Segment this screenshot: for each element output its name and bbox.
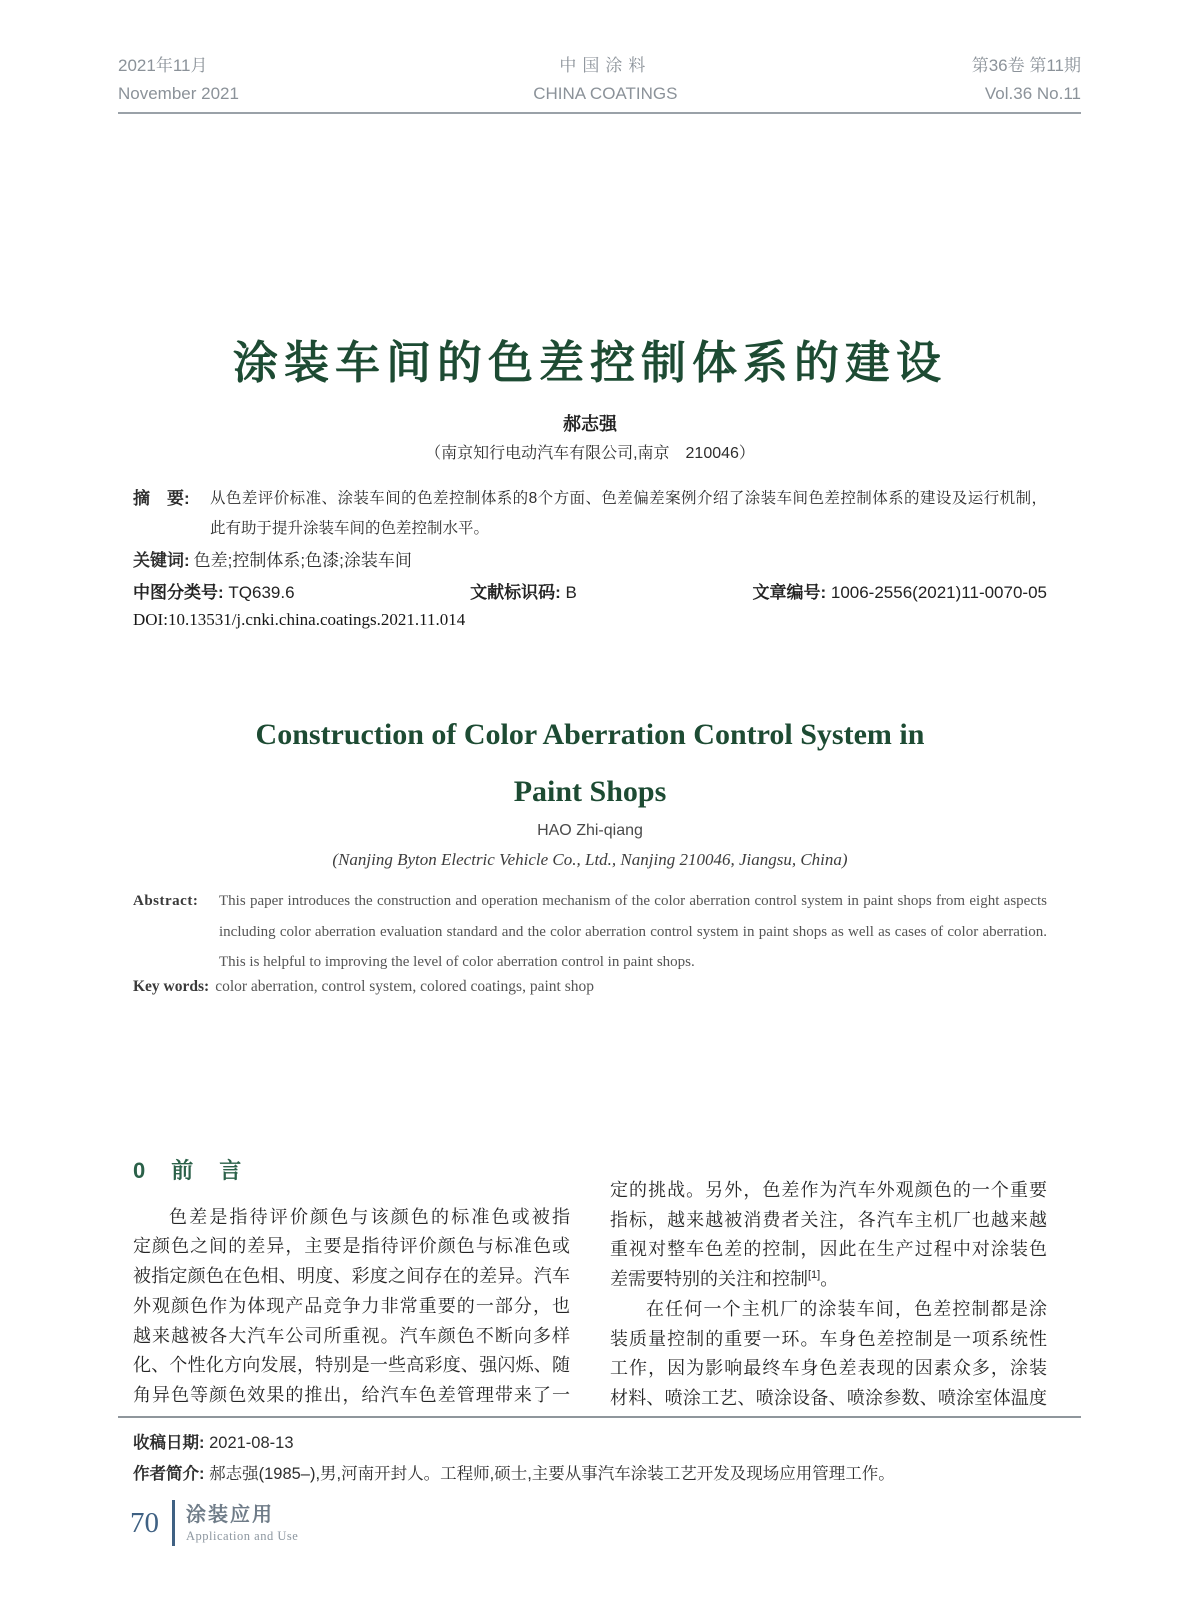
body-line: 重视对整车色差的控制，因此在生产过程中对涂装色 bbox=[610, 1239, 1047, 1260]
received-date: 收稿日期: 2021-08-13 bbox=[133, 1434, 294, 1452]
header-issue-date bbox=[118, 52, 239, 108]
body-line: 定的挑战。另外，色差作为汽车外观颜色的一个重要 bbox=[610, 1180, 1047, 1200]
body-line: 角异色等颜色效果的推出，给汽车色差管理带来了一 bbox=[133, 1384, 570, 1405]
author-en: HAO Zhi-qiang bbox=[537, 822, 643, 839]
header-divider bbox=[118, 112, 1081, 114]
keywords-label-zh: 关键词: bbox=[133, 551, 190, 570]
section-heading-0: 0 前 言 bbox=[133, 1158, 244, 1183]
footnote-divider bbox=[118, 1416, 1081, 1418]
doi: DOI:10.13531/j.cnki.china.coatings.2021.11.014 bbox=[133, 610, 466, 629]
issue-date-en: November 2021 bbox=[118, 84, 239, 103]
clc-number: 中图分类号: TQ639.6 bbox=[133, 583, 295, 602]
body-column-left bbox=[133, 1154, 570, 1414]
body-section bbox=[133, 1154, 1047, 1414]
abstract-text-zh bbox=[210, 484, 1047, 544]
affiliation-zh: （南京知行电动汽车有限公司,南京 210046） bbox=[425, 445, 755, 462]
page-number: 70 bbox=[130, 1506, 159, 1539]
journal-name-en: CHINA COATINGS bbox=[533, 84, 678, 103]
keywords-zh bbox=[133, 546, 1047, 571]
body-line: 外观颜色作为体现产品竞争力非常重要的一部分，也 bbox=[133, 1295, 570, 1316]
classification-row bbox=[133, 578, 1047, 603]
article-id: 文章编号: 1006-2556(2021)11-0070-05 bbox=[752, 583, 1047, 602]
keywords-en bbox=[133, 978, 1047, 996]
footer-bar bbox=[172, 1500, 175, 1546]
body-line: 在任何一个主机厂的涂装车间，色差控制都是涂 bbox=[646, 1298, 1047, 1319]
article-title-zh: 涂装车间的色差控制体系的建设 bbox=[232, 337, 947, 388]
body-line: 定颜色之间的差异，主要是指待评价颜色与标准色或 bbox=[133, 1236, 570, 1257]
body-line: 差需要特别的关注和控制[1]。 bbox=[610, 1269, 839, 1290]
volume-en: Vol.36 No.11 bbox=[984, 84, 1081, 103]
journal-header bbox=[118, 52, 1081, 108]
abstract-zh-line2: 此有助于提升涂装车间的色差控制水平。 bbox=[210, 520, 490, 537]
author-zh: 郝志强 bbox=[563, 414, 617, 434]
body-right-lines bbox=[610, 1176, 1047, 1414]
document-code: 文献标识码: B bbox=[470, 583, 577, 602]
author-bio: 作者简介: 郝志强(1985–),男,河南开封人。工程师,硕士,主要从事汽车涂装工艺开发及现场应用管理工作。 bbox=[133, 1465, 895, 1483]
abstract-text-en: This paper introduces the construction and operation mechanism of the color aberration control system in paint shops from eight aspects including color aberration evaluation standard and the color aberration control system in paint shops as well as cases of color aberration. This is helpful to improving the level of color aberration control in paint shops. bbox=[219, 893, 1047, 970]
article-title-en bbox=[133, 706, 1047, 820]
abstract-label-zh: 摘 要: bbox=[133, 489, 190, 508]
abstract-zh bbox=[133, 484, 1047, 544]
body-line: 装质量控制的重要一环。车身色差控制是一项系统性 bbox=[610, 1328, 1047, 1349]
body-line: 化、个性化方向发展，特别是一些高彩度、强闪烁、随 bbox=[133, 1355, 570, 1376]
journal-name-zh: 中国涂料 bbox=[559, 56, 652, 75]
keywords-text-en: color aberration, control system, colored coatings, paint shop bbox=[215, 978, 594, 995]
issue-date-zh: 2021年11月 bbox=[118, 56, 208, 75]
body-line: 工作，因为影响最终车身色差表现的因素众多，涂装 bbox=[610, 1358, 1047, 1379]
keywords-text-zh: 色差;控制体系;色漆;涂装车间 bbox=[193, 551, 412, 570]
abstract-en bbox=[133, 886, 1047, 978]
body-line: 指标，越来越被消费者关注，各汽车主机厂也越来越 bbox=[610, 1209, 1047, 1230]
body-line: 被指定颜色在色相、明度、彩度之间存在的差异。汽车 bbox=[133, 1266, 570, 1287]
footnote bbox=[133, 1428, 1047, 1490]
body-line: 材料、喷涂工艺、喷涂设备、喷涂参数、喷涂室体温度 bbox=[610, 1387, 1047, 1408]
volume-zh: 第36卷 第11期 bbox=[971, 56, 1081, 75]
footer-column bbox=[186, 1503, 298, 1544]
body-line: 越来越被各大汽车公司所重视。汽车颜色不断向多样 bbox=[133, 1325, 570, 1346]
footer-column-en: Application and Use bbox=[186, 1528, 299, 1543]
body-left-lines bbox=[133, 1203, 570, 1411]
keywords-label-en: Key words: bbox=[133, 978, 210, 995]
body-line: 色差是指待评价颜色与该颜色的标准色或被指 bbox=[169, 1206, 570, 1227]
header-journal-name bbox=[533, 52, 677, 108]
header-volume bbox=[972, 52, 1081, 108]
affiliation-en: (Nanjing Byton Electric Vehicle Co., Ltd., Nanjing 210046, Jiangsu, China) bbox=[332, 850, 848, 869]
page-footer bbox=[130, 1500, 298, 1546]
title-en-line1: Construction of Color Aberration Control System in bbox=[255, 718, 925, 751]
footer-column-zh: 涂装应用 bbox=[186, 1503, 274, 1526]
body-column-right bbox=[610, 1176, 1047, 1414]
abstract-label-en: Abstract: bbox=[133, 893, 199, 909]
abstract-zh-line1: 从色差评价标准、涂装车间的色差控制体系的8个方面、色差偏差案例介绍了涂装车间色差控制体系的建设及运行机制， bbox=[210, 490, 1047, 507]
title-en-line2: Paint Shops bbox=[513, 775, 667, 808]
citation-ref: [1] bbox=[808, 1269, 821, 1282]
